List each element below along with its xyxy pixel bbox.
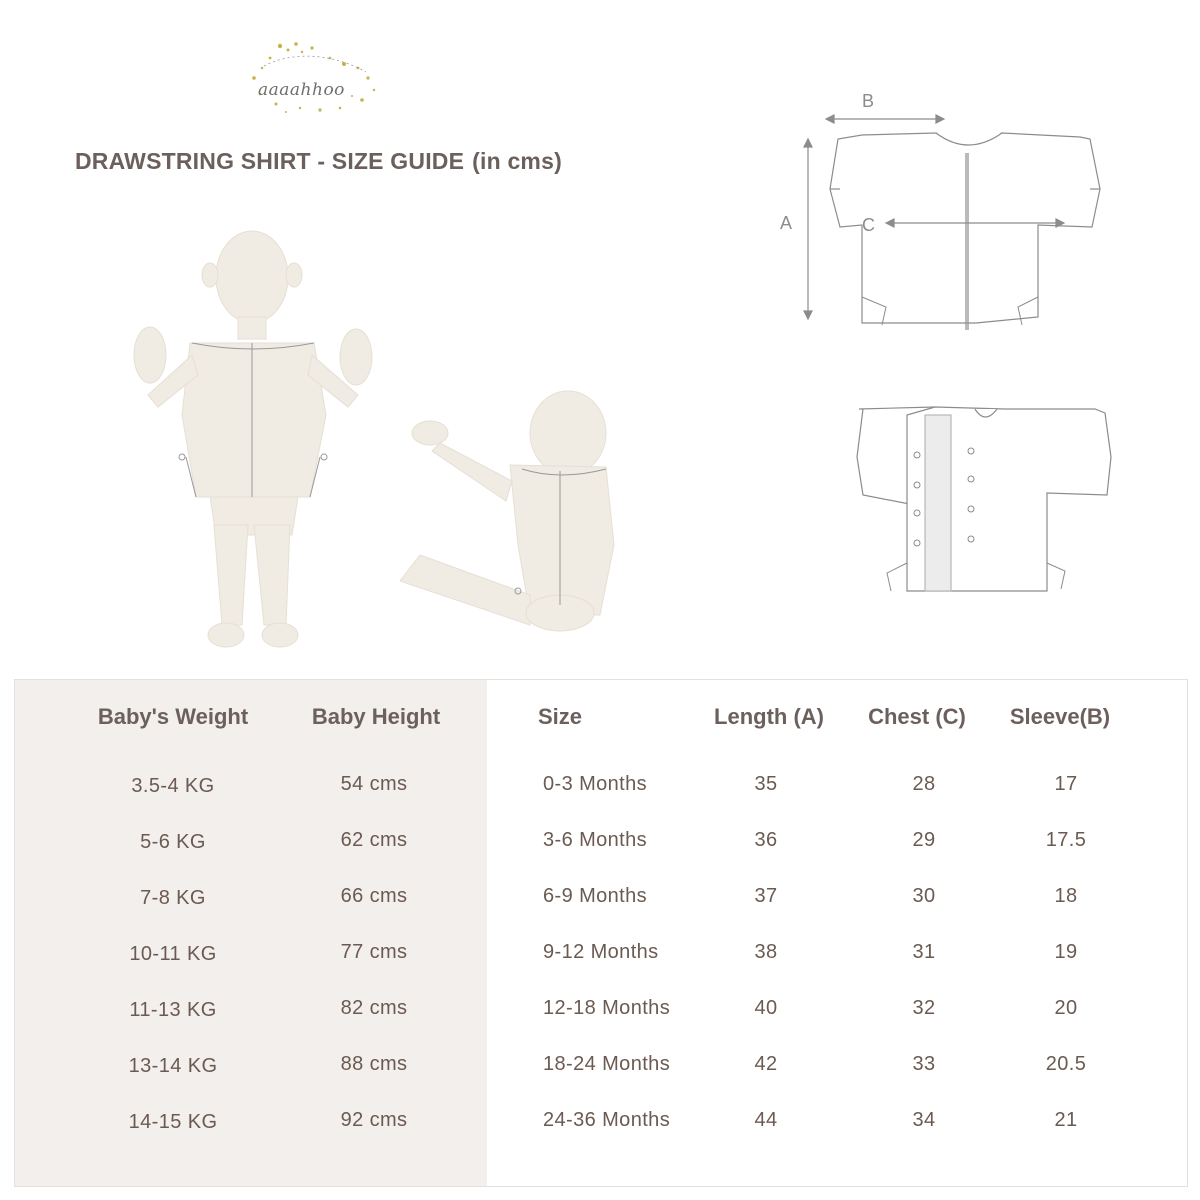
cell-height: 92 cms: [340, 1109, 408, 1131]
title-text: DRAWSTRING SHIRT - SIZE GUIDE: [75, 148, 465, 174]
cell-length: 35: [754, 773, 778, 795]
cell-chest: 30: [912, 885, 936, 907]
shirt-open-diagram: [825, 395, 1115, 615]
cell-chest: 28: [912, 773, 936, 795]
cell-sleeve: 21: [1054, 1109, 1078, 1131]
cell-length: 37: [754, 885, 778, 907]
cell-size: 12-18 Months: [543, 997, 671, 1019]
cell-weight: 13-14 KG: [128, 1055, 218, 1077]
cell-chest: 31: [912, 941, 936, 963]
cell-size: 9-12 Months: [543, 941, 659, 963]
label-c: C: [862, 215, 875, 235]
brand-logo: [240, 38, 390, 118]
page-title: [75, 148, 562, 175]
cell-height: 77 cms: [340, 941, 408, 963]
brand-wordmark: aaaahhoo: [258, 80, 345, 100]
cell-weight: 14-15 KG: [128, 1111, 218, 1133]
cell-weight: 7-8 KG: [140, 887, 206, 909]
body-measurements-panel: [15, 680, 487, 1186]
cell-chest: 34: [912, 1109, 936, 1131]
cell-sleeve: 20: [1054, 997, 1078, 1019]
cell-chest: 29: [912, 829, 936, 851]
header-sleeve-b: Sleeve(B): [1009, 704, 1111, 729]
cell-length: 42: [754, 1053, 778, 1075]
title-unit: (in cms): [472, 148, 562, 174]
cell-height: 88 cms: [340, 1053, 408, 1075]
cell-sleeve: 18: [1054, 885, 1078, 907]
header-babys-weight: Baby's Weight: [97, 704, 249, 729]
header-size: Size: [538, 704, 583, 729]
cell-length: 38: [754, 941, 778, 963]
header-chest-c: Chest (C): [868, 704, 966, 729]
cell-size: 0-3 Months: [543, 773, 648, 795]
cell-height: 62 cms: [340, 829, 408, 851]
cell-chest: 33: [912, 1053, 936, 1075]
cell-height: 82 cms: [340, 997, 408, 1019]
label-b: B: [862, 91, 875, 111]
cell-size: 24-36 Months: [543, 1109, 671, 1131]
cell-weight: 10-11 KG: [129, 943, 217, 965]
shirt-front-diagram: [770, 85, 1110, 335]
cell-sleeve: 17: [1054, 773, 1078, 795]
cell-size: 18-24 Months: [543, 1053, 671, 1075]
cell-length: 36: [754, 829, 778, 851]
cell-size: 6-9 Months: [543, 885, 648, 907]
cell-length: 44: [754, 1109, 778, 1131]
cell-weight: 5-6 KG: [140, 831, 206, 853]
header-length-a: Length (A): [714, 704, 824, 729]
label-a: A: [780, 213, 793, 233]
cell-length: 40: [754, 997, 778, 1019]
cell-sleeve: 19: [1054, 941, 1078, 963]
cell-sleeve: 20.5: [1045, 1053, 1087, 1075]
cell-chest: 32: [912, 997, 936, 1019]
cell-height: 54 cms: [340, 773, 408, 795]
cell-height: 66 cms: [340, 885, 408, 907]
cell-weight: 11-13 KG: [129, 999, 217, 1021]
sitting-baby-illustration: [400, 385, 640, 635]
size-table: [14, 679, 1188, 1187]
cell-size: 3-6 Months: [543, 829, 648, 851]
header-baby-height: Baby Height: [311, 704, 441, 729]
cell-sleeve: 17.5: [1045, 829, 1087, 851]
cell-weight: 3.5-4 KG: [131, 775, 215, 797]
standing-baby-illustration: [130, 225, 400, 665]
